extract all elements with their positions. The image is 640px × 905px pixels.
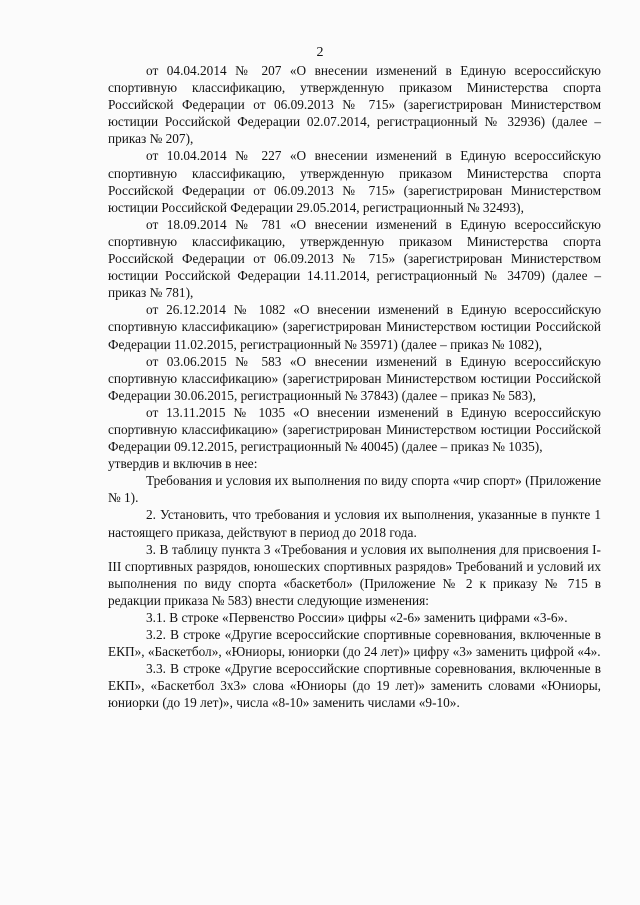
paragraph-approve: утвердив и включив в нее: (108, 456, 258, 472)
paragraph-item-3-3: 3.3. В строке «Другие всероссийские спортивные соревнования, включенные в ЕКП», «Баскетбол 3x3» слова «Юниоры (до 19 лет)» заменить словами «Юниоры, юниорки (до 19 лет)», числа «8-10» заменить числами «9-10». (108, 661, 601, 711)
paragraph-order-1035: от 13.11.2015 № 1035 «О внесении изменений в Единую всероссийскую спортивную классификацию» (зарегистрирован Министерством юстиции Российской Федерации 09.12.2015, регистрационный № 40045) (далее – приказ № 1035), (108, 404, 601, 455)
paragraph-order-1082: от 26.12.2014 № 1082 «О внесении изменений в Единую всероссийскую спортивную классификацию» (зарегистрирован Министерством юстиции Российской Федерации 11.02.2015, регистрационный № 35971) (далее – приказ № 1082), (108, 302, 601, 352)
document-body (108, 62, 601, 712)
paragraph-item-3-2: 3.2. В строке «Другие всероссийские спортивные соревнования, включенные в ЕКП», «Баскетбол», «Юниоры, юниорки (до 24 лет)» цифру «3» заменить цифрой «4». (108, 627, 601, 660)
paragraph-order-207: от 04.04.2014 № 207 «О внесении изменений в Единую всероссийскую спортивную классификацию, утвержденную приказом Министерства спорта Российской Федерации от 06.09.2013 № 715» (зарегистрирован Министерством юстиции Российской Федерации 02.07.2014, регистрационный № 32936) (далее – приказ № 207), (108, 63, 601, 147)
paragraph-item-3-1: 3.1. В строке «Первенство России» цифры «2-6» заменить цифрами «3-6». (146, 610, 568, 625)
paragraph-cheer-sport-requirements: Требования и условия их выполнения по виду спорта «чир спорт» (Приложение № 1). (108, 473, 601, 506)
page-number: 2 (316, 45, 324, 60)
paragraph-order-781: от 18.09.2014 № 781 «О внесении изменений в Единую всероссийскую спортивную классификацию, утвержденную приказом Министерства спорта Российской Федерации от 06.09.2013 № 715» (зарегистрирован Министерством юстиции Российской Федерации 14.11.2014, регистрационный № 34709) (далее – приказ № 781), (108, 216, 601, 301)
paragraph-item-3: 3. В таблицу пункта 3 «Требования и условия их выполнения для присвоения I-III спортивных разрядов, юношеских спортивных разрядов» Требований и условий их выполнения по виду спорта «баскетбол» (Приложение № 2 к приказу № 715 в редакции приказа № 583) внести следующие изменения: (108, 541, 601, 608)
paragraph-order-583: от 03.06.2015 № 583 «О внесении изменений в Единую всероссийскую спортивную классификацию» (зарегистрирован Министерством юстиции Российской Федерации 30.06.2015, регистрационный № 37843) (далее – приказ № 583), (108, 353, 601, 403)
paragraph-order-227: от 10.04.2014 № 227 «О внесении изменений в Единую всероссийскую спортивную классификацию, утвержденную приказом Министерства спорта Российской Федерации от 06.09.2013 № 715» (зарегистрирован Министерством юстиции Российской Федерации 29.05.2014, регистрационный № 32493), (108, 148, 601, 215)
paragraph-item-2: 2. Установить, что требования и условия их выполнения, указанные в пункте 1 настоящего приказа, действуют в период до 2018 года. (108, 507, 601, 540)
